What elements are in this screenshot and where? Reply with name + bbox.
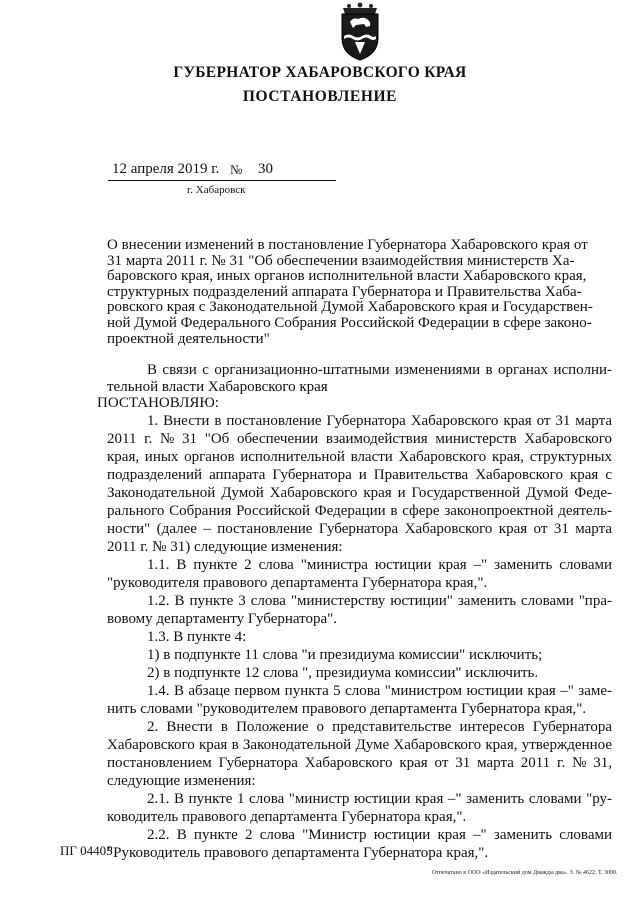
body-line: 1. Внести в постановление Губернатора Хабаровского края от 31 марта xyxy=(147,413,612,429)
body-line: В связи с организационно-штатными изменениями в органах исполни- xyxy=(147,362,612,378)
body-line: "руководителя правового департамента Губернатора края,". xyxy=(107,575,488,591)
body-line: ководитель правового департамента Губернатора края,". xyxy=(107,809,467,825)
body-line: Хабаровского края в Законодательной Думе Хабаровского края, утвержденное xyxy=(107,737,612,753)
form-code: ПГ 04405 xyxy=(60,843,113,858)
subject-line: баровского края, иных органов исполнительной власти Хабаровского края, xyxy=(107,268,587,285)
subject-line: ной Думой Федерального Собрания Российской Федерации в сфере законо- xyxy=(107,314,592,331)
body-line: рального Собрания Российской Федерации в сфере законопроектной деятель- xyxy=(107,503,612,519)
subject-line: 31 марта 2011 г. № 31 "Об обеспечении взаимодействия министерств Ха- xyxy=(107,252,575,269)
body-line: 1.2. В пункте 3 слова "министерству юстиции" заменить словами "пра- xyxy=(147,593,612,609)
body-line: ности" (далее – постановление Губернатора Хабаровского края от 31 марта xyxy=(107,521,612,537)
issuer-title: ГУБЕРНАТОР ХАБАРОВСКОГО КРАЯ xyxy=(173,64,467,81)
body-line: 1) в подпункте 11 слова "и президиума комиссии" исключить; xyxy=(147,647,543,663)
number-sign: № xyxy=(230,162,243,177)
body-line: края, иных органов исполнительной власти Хабаровского края, структурных xyxy=(107,449,612,465)
body-line: 2011 г. № 31) следующие изменения: xyxy=(107,539,343,555)
print-info: Отпечатано в ООО «Издательский дом Дважды два». З. № 4622. Т. 3000. xyxy=(432,870,618,876)
body-line: 2) в подпункте 12 слова ", президиума комиссии" исключить. xyxy=(147,665,539,681)
body-line: 1.4. В абзаце первом пункта 5 слова "министром юстиции края –" заме- xyxy=(147,683,612,699)
document-type: ПОСТАНОВЛЕНИЕ xyxy=(242,88,398,105)
body-line: тельной власти Хабаровского края xyxy=(107,379,328,395)
body-line: 2.1. В пункте 1 слова "министр юстиции края –" заменить словами "ру- xyxy=(147,791,612,807)
document-subject xyxy=(107,238,613,347)
coat-of-arms-emblem xyxy=(337,2,383,62)
body-line: следующие изменения: xyxy=(107,773,256,789)
body-line: подразделений аппарата Губернатора и Правительства Хабаровского края с xyxy=(107,467,612,483)
body-line: 2011 г. № 31 "Об обеспечении взаимодействия министерств Хабаровского xyxy=(107,431,612,447)
decree-heading: ПОСТАНОВЛЯЮ: xyxy=(97,395,219,411)
subject-line: О внесении изменений в постановление Губернатора Хабаровского края от xyxy=(107,237,588,253)
document-number: 30 xyxy=(258,161,273,177)
document-date: 12 апреля 2019 г. xyxy=(112,161,220,177)
subject-line: проектной деятельности" xyxy=(107,330,270,347)
body-line: постановлением Губернатора Хабаровского края от 31 марта 2011 г. № 31, xyxy=(107,755,612,771)
body-line: вовому департаменту Губернатора". xyxy=(107,611,338,627)
body-line: Законодательной Думой Хабаровского края и Государственной Думой Феде- xyxy=(107,485,612,501)
body-line: "Руководитель правового департамента Губернатора края,". xyxy=(107,845,489,861)
subject-line: структурных подразделений аппарата Губернатора и Правительства Хаба- xyxy=(107,283,582,300)
body-line: 2. Внести в Положение о представительстве интересов Губернатора xyxy=(147,719,612,735)
body-line: 1.3. В пункте 4: xyxy=(147,629,247,645)
city-label: г. Хабаровск xyxy=(187,184,246,196)
body-line: 2.2. В пункте 2 слова "Министр юстиции края –" заменить словами xyxy=(147,827,612,843)
body-line: 1.1. В пункте 2 слова "министра юстиции края –" заменить словами xyxy=(147,557,612,573)
body-line: нить словами "руководителем правового департамента Губернатора края,". xyxy=(107,701,587,717)
subject-line: ровского края с Законодательной Думой Хабаровского края и Государствен- xyxy=(107,299,593,316)
